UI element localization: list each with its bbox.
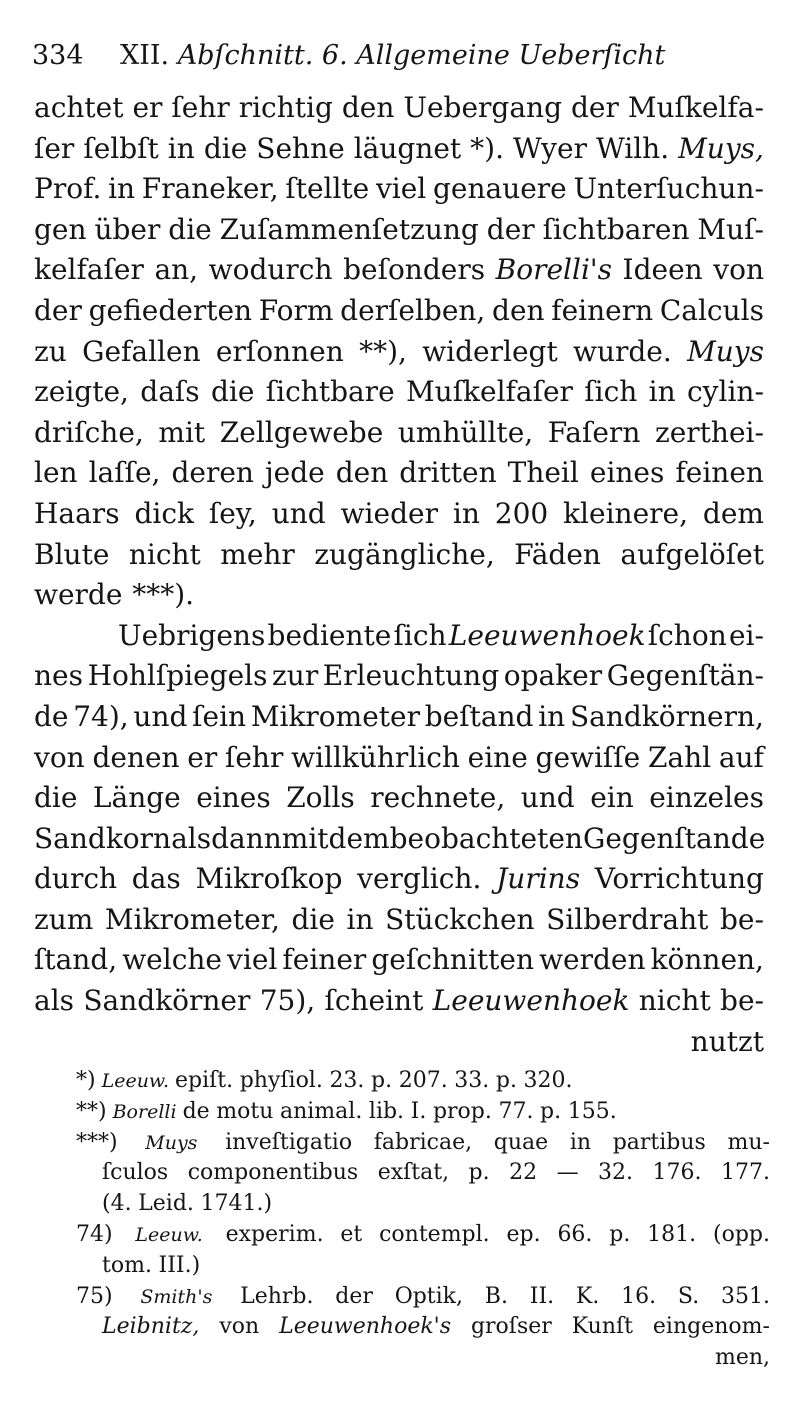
footnote: 75) Smith's Lehrb. der Optik, B. II. K. 16. S. 351. xyxy=(76,1282,770,1313)
footnote-marker: **) xyxy=(76,1098,107,1124)
footnote-continuation: ſculos componentibus exſtat, p. 22 — 32. 176. 177. xyxy=(102,1160,770,1186)
text-line: zeigte, daſs die ſichtbare Muſkelfaſer ſich in cylin- xyxy=(34,375,764,409)
footnote: *) Leeuw. epiſt. phyſiol. 23. p. 207. 33. p. 320. xyxy=(76,1066,770,1097)
footnote-marker: 74) xyxy=(76,1221,113,1247)
running-title xyxy=(120,36,665,76)
text-line: zum Mikrometer, die in Stückchen Silberdraht be- xyxy=(34,902,764,936)
footnote-marker: *) xyxy=(76,1068,96,1093)
text-line: durch das Mikroſkop verglich. Jurins Vorrichtung xyxy=(34,862,764,896)
footnote-author: Smith's xyxy=(140,1285,213,1308)
footnote-author: Leeuw. xyxy=(135,1223,203,1246)
text-line: die Länge eines Zolls rechnete, und ein einzeles xyxy=(34,781,764,815)
text-line: Blute nicht mehr zugängliche, Fäden aufgelöſet xyxy=(34,537,764,571)
text-line: kelfaſer an, wodurch beſonders Borelli's Ideen von xyxy=(34,253,764,287)
footnote: **) Borelli de motu animal. lib. I. prop. 77. p. 155. xyxy=(76,1097,770,1128)
text-line: achtet er ſehr richtig den Uebergang der Muſkelfa- xyxy=(34,91,764,124)
section-number: XII. xyxy=(120,40,170,71)
text-line: ſer ſelbſt in die Sehne läugnet *). Wyer Wilh. Muys, xyxy=(34,131,764,165)
footnote-author: Borelli xyxy=(112,1100,177,1123)
text-line: ſtand, welche viel feiner geſchnitten werden können, xyxy=(34,943,764,977)
footnote-continuation: tom. III.) xyxy=(102,1252,201,1278)
footnote-author: Muys xyxy=(145,1131,198,1154)
text-line: Prof. in Franeker, ſtellte viel genauere Unterſuchun- xyxy=(34,172,764,206)
text-line: Sandkorn alsdann mit dem beobachteten Gegenſtande xyxy=(34,821,766,855)
text-line: len laſſe, deren jede den dritten Theil eines feinen xyxy=(34,456,764,490)
text-line: zu Gefallen erſonnen **), widerlegt wurde. Muys xyxy=(34,334,764,368)
footnote-continuation: (4. Leid. 1741.) xyxy=(102,1191,273,1217)
text-line: nes Hohlſpiegels zur Erleuchtung opaker Gegenſtän- xyxy=(34,659,764,693)
text-line: als Sandkörner 75), ſcheint Leeuwenhoek nicht be- xyxy=(34,984,764,1018)
footnote: 74) Leeuw. experim. et contempl. ep. 66. p. 181. (opp. xyxy=(76,1220,770,1251)
page-number: 334 xyxy=(32,40,84,71)
body-text xyxy=(34,88,764,1062)
running-header xyxy=(32,36,712,76)
text-line: de 74), und ſein Mikrometer beſtand in Sandkörnern, xyxy=(34,699,764,733)
footnote-continuation: Leibnitz, von Leeuwenhoek's groſser Kunſt eingenom- xyxy=(102,1314,770,1340)
footnote-continuation: men, xyxy=(714,1345,770,1371)
section-title: Abſchnitt. 6. Allgemeine Ueberſicht xyxy=(177,40,666,71)
footnote: ***) Muys inveſtigatio fabricae, quae in partibus mu- xyxy=(76,1128,770,1159)
text-line: nutzt xyxy=(690,1024,764,1058)
footnote-author: Leeuw. xyxy=(101,1070,169,1092)
footnote-marker: 75) xyxy=(76,1283,113,1309)
footnotes xyxy=(76,1066,770,1374)
text-line: werde ***). xyxy=(34,578,195,612)
text-line: driſche, mit Zellgewebe umhüllte, Faſern zerthei- xyxy=(34,415,764,449)
text-line: gen über die Zuſammenſetzung der ſichtbaren Muſ- xyxy=(34,212,764,246)
text-line: Haars dick ſey, und wieder in 200 kleinere, dem xyxy=(34,496,764,530)
text-line: Uebrigens bediente ſich Leeuwenhoek ſchon ei- xyxy=(118,618,764,652)
footnote-marker: ***) xyxy=(76,1129,118,1155)
text-line: von denen er ſehr willkührlich eine gewiſſe Zahl auf xyxy=(34,740,764,774)
text-line: der gefiederten Form derſelben, den feinern Calculs xyxy=(34,293,764,327)
